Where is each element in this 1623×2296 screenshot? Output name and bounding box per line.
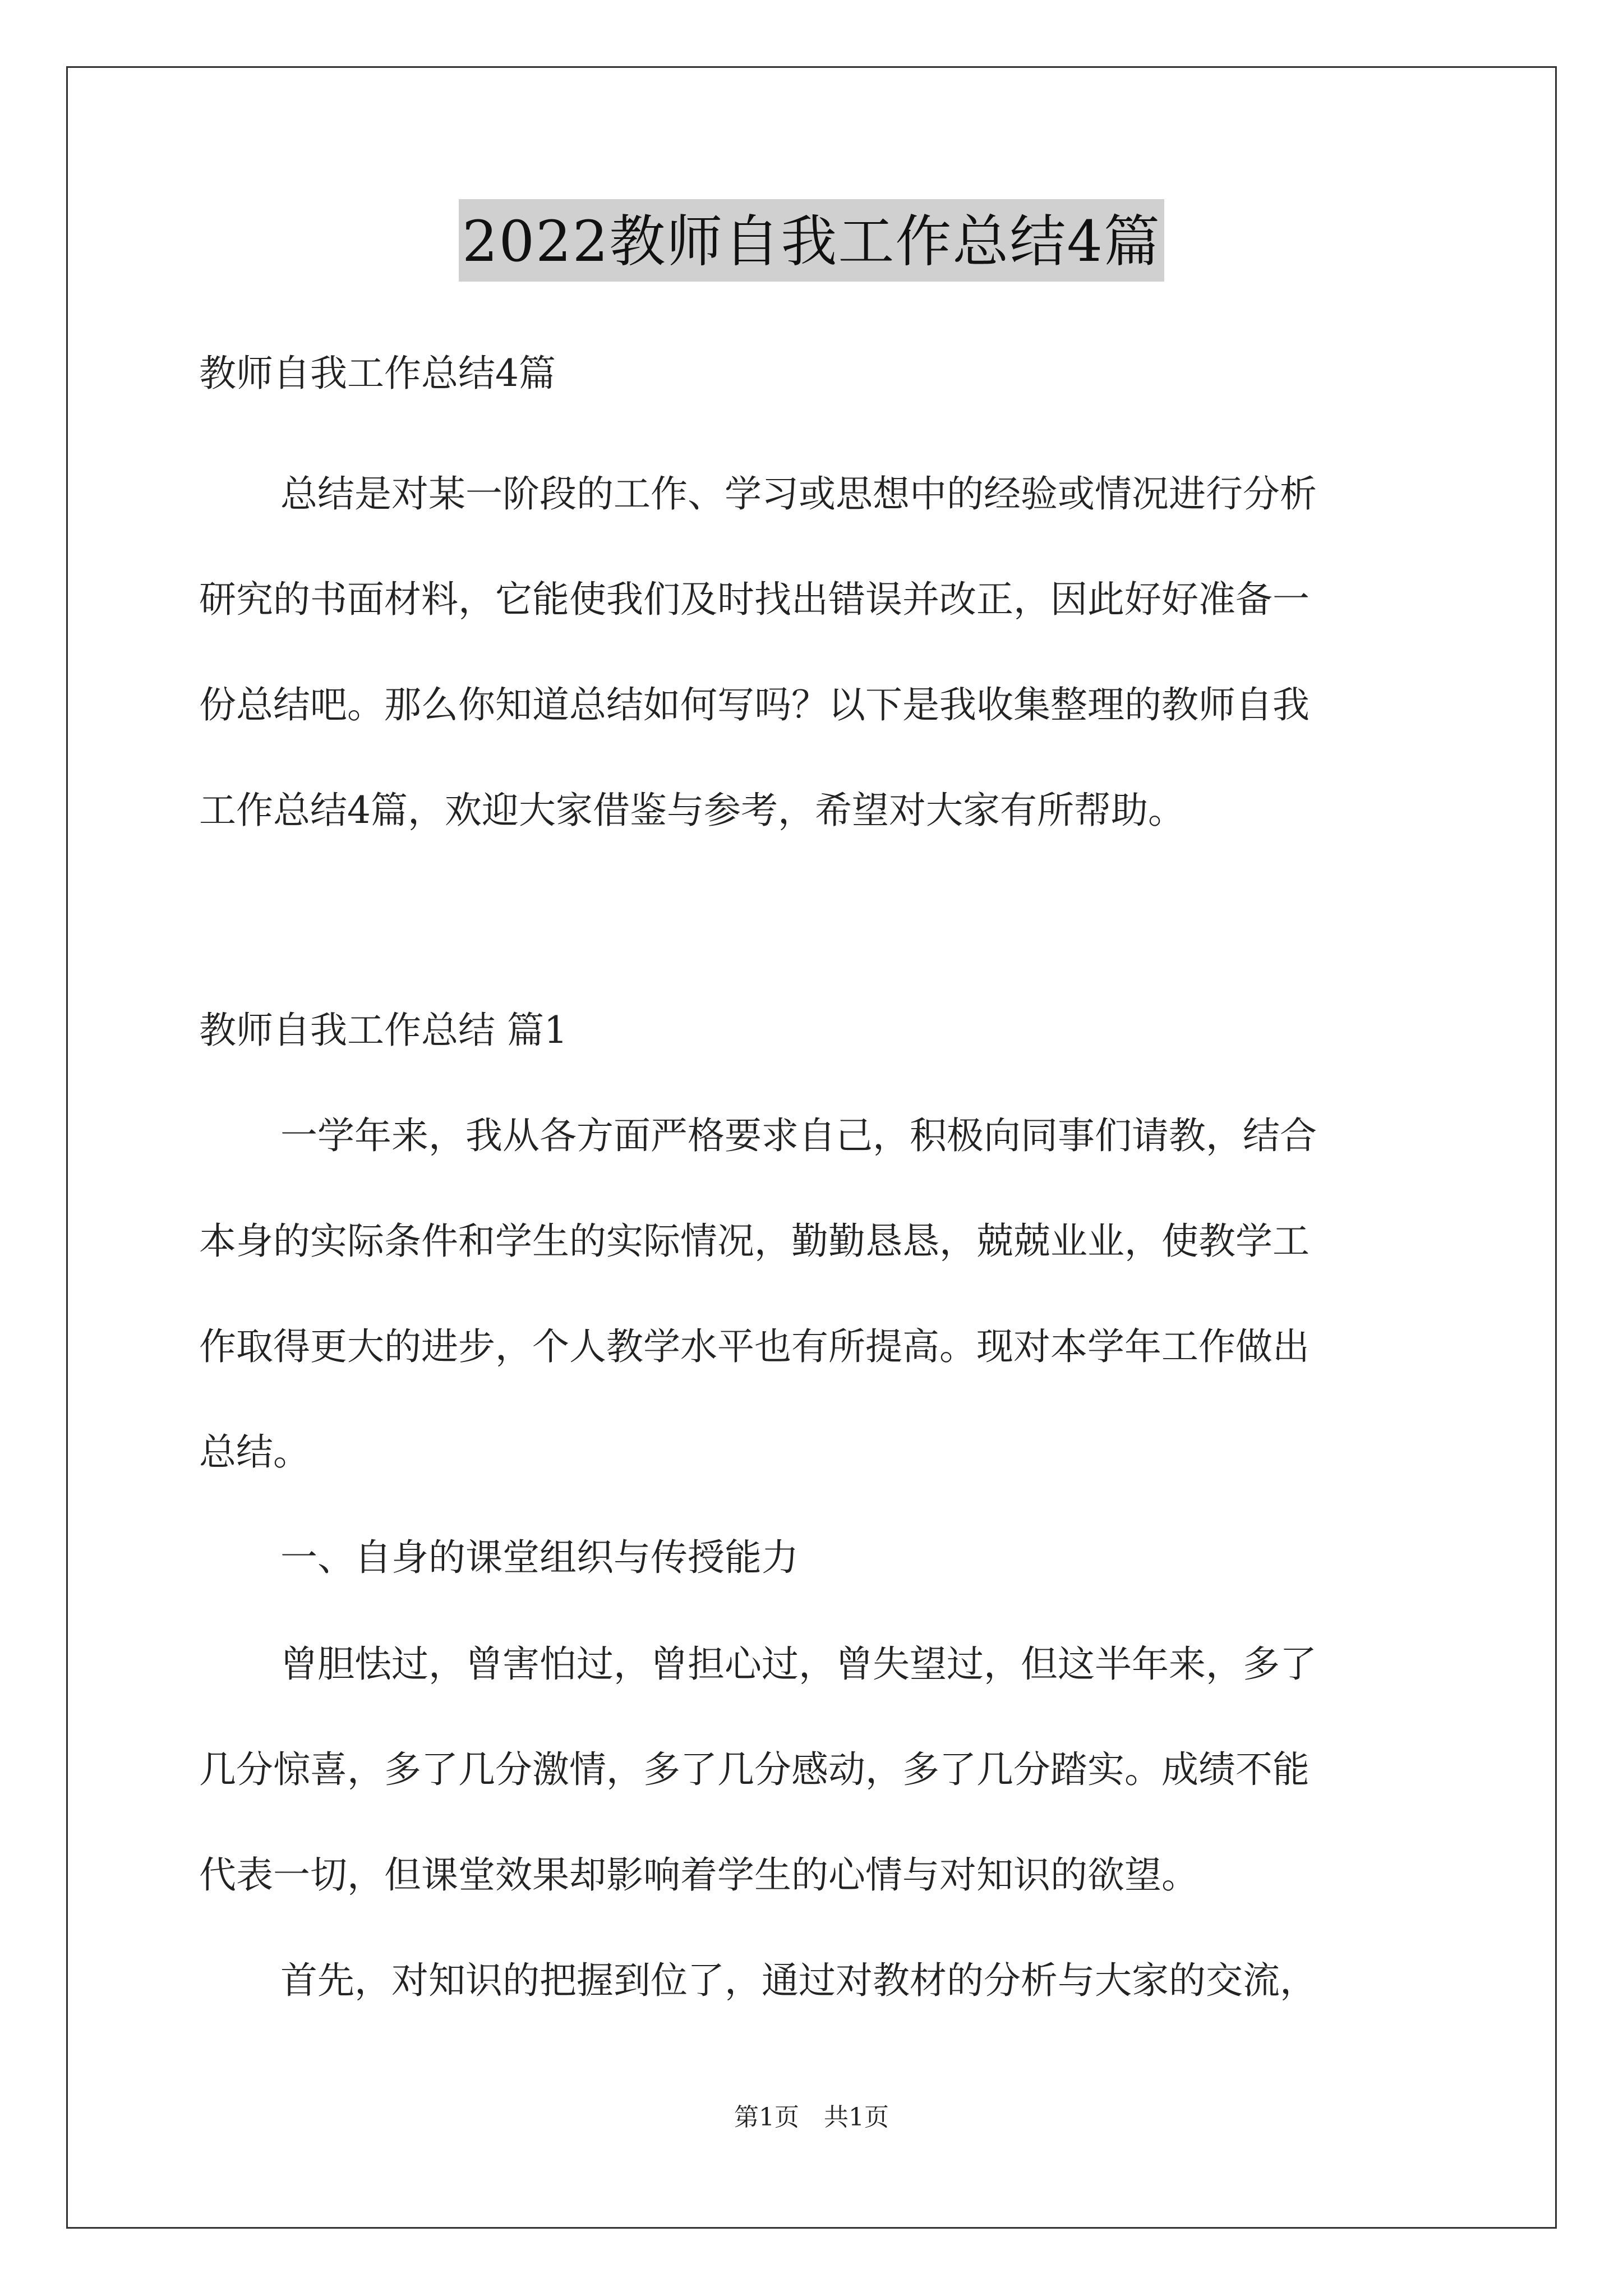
- section-heading: 教师自我工作总结 篇1: [199, 1009, 568, 1052]
- paragraph-line: 几分惊喜，多了几分激情，多了几分感动，多了几分踏实。成绩不能: [199, 1748, 1310, 1791]
- subsection-heading: 一、自身的课堂组织与传授能力: [280, 1536, 799, 1579]
- paragraph-line: 总结是对某一阶段的工作、学习或思想中的经验或情况进行分析: [280, 472, 1317, 516]
- paragraph-line: 研究的书面材料，它能使我们及时找出错误并改正，因此好好准备一: [199, 578, 1310, 621]
- paragraph-line: 一学年来，我从各方面严格要求自己，积极向同事们请教，结合: [280, 1114, 1317, 1157]
- paragraph-line: 首先，对知识的把握到位了，通过对教材的分析与大家的交流，: [280, 1959, 1317, 2002]
- paragraph-line: 总结。: [199, 1430, 310, 1474]
- paragraph-line: 份总结吧。那么你知道总结如何写吗？以下是我收集整理的教师自我: [199, 683, 1310, 726]
- paragraph-line: 曾胆怯过，曾害怕过，曾担心过，曾失望过，但这半年来，多了: [280, 1642, 1317, 1686]
- title-container: [0, 199, 1623, 282]
- document-title: 2022教师自我工作总结4篇: [459, 199, 1164, 282]
- page-footer: 第1页 共1页: [734, 2103, 889, 2132]
- subtitle-line: 教师自我工作总结4篇: [199, 352, 556, 395]
- paragraph-line: 工作总结4篇，欢迎大家借鉴与参考，希望对大家有所帮助。: [199, 789, 1185, 832]
- paragraph-line: 代表一切，但课堂效果却影响着学生的心情与对知识的欲望。: [199, 1853, 1198, 1897]
- paragraph-line: 作取得更大的进步，个人教学水平也有所提高。现对本学年工作做出: [199, 1325, 1310, 1368]
- paragraph-line: 本身的实际条件和学生的实际情况，勤勤恳恳，兢兢业业，使教学工: [199, 1220, 1310, 1263]
